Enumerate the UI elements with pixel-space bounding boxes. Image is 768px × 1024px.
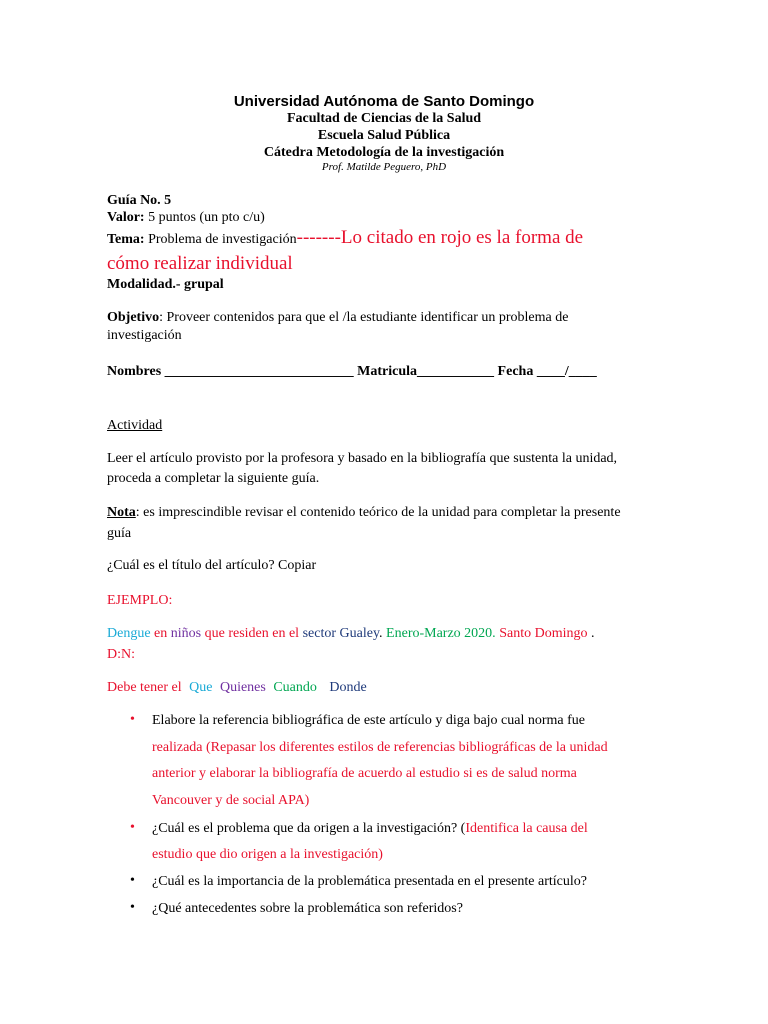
professor-name: Prof. Matilde Peguero, PhD	[321, 161, 447, 173]
activity-title: Actividad	[107, 418, 163, 433]
modalidad: Modalidad.- grupal	[107, 277, 224, 292]
bullet-dot: •	[130, 900, 135, 915]
tema-note-line2: cómo realizar individual	[107, 253, 293, 274]
nota-line1	[107, 505, 621, 521]
example-donde: Santo Domingo	[495, 626, 588, 641]
school-title: Escuela Salud Pública	[317, 128, 451, 143]
bullet-dot: •	[130, 873, 135, 888]
objetivo-line1	[107, 310, 568, 326]
nombres-line: Nombres ___________________________ Matricula___________ Fecha ____/____	[107, 364, 597, 379]
activity-line2: proceda a completar la siguiente guía.	[107, 471, 320, 486]
objetivo-label: Objetivo	[107, 310, 160, 325]
example-gualey: Gualey	[336, 626, 380, 641]
chair-title: Cátedra Metodología de la investigación	[263, 145, 505, 160]
valor-value: 5 puntos (un pto c/u)	[144, 210, 265, 225]
debe-label: Debe tener el	[107, 680, 182, 695]
bullet2-main: ¿Cuál es el problema que da origen a la investigación? (	[152, 821, 466, 836]
debe-tener-line	[107, 680, 367, 696]
objetivo-line2: investigación	[107, 328, 182, 343]
question-title: ¿Cuál es el título del artículo? Copiar	[107, 558, 317, 573]
faculty-title: Facultad de Ciencias de la Salud	[286, 111, 482, 126]
tema-line	[107, 228, 583, 249]
example-residen: que residen en el	[201, 626, 303, 641]
example-en: en	[150, 626, 171, 641]
debe-quienes: Quienes	[219, 680, 266, 695]
bullet2-red1: Identifica la causa del	[465, 821, 588, 836]
example-title	[107, 626, 594, 642]
tema-note-line1: -------Lo citado en rojo es la forma de	[296, 227, 584, 248]
debe-que: Que	[189, 680, 213, 695]
objetivo-text: : Proveer contenidos para que el /la estudiante identificar un problema de	[159, 310, 569, 325]
tema-value: Problema de investigación	[144, 232, 297, 247]
bullet-dot: •	[130, 712, 135, 727]
nota-text: : es imprescindible revisar el contenido teórico de la unidad para completar la presente	[135, 505, 621, 520]
debe-cuando: Cuando	[273, 680, 317, 695]
example-dot2: .	[587, 626, 595, 641]
ejemplo-label: EJEMPLO:	[107, 593, 173, 608]
bullet1-line2: realizada (Repasar los diferentes estilos de referencias bibliográficas de la unidad	[152, 740, 608, 755]
guide-number: Guía No. 5	[107, 193, 172, 208]
example-quienes: niños	[170, 626, 202, 641]
activity-line1: Leer el artículo provisto por la profesora y basado en la bibliografía que sustenta la unidad,	[107, 451, 618, 466]
bullet3: ¿Cuál es la importancia de la problemática presentada en el presente artículo?	[152, 874, 587, 889]
bullet1-line4: Vancouver y de social APA)	[152, 793, 310, 808]
example-que: Dengue	[107, 626, 151, 641]
tema-label: Tema:	[107, 232, 145, 247]
example-cuando: Enero-Marzo 2020.	[382, 626, 496, 641]
bullet1-line3: anterior y elaborar la bibliografía de acuerdo al estudio si es de salud norma	[152, 766, 577, 781]
bullet4: ¿Qué antecedentes sobre la problemática son referidos?	[152, 901, 463, 916]
nota-label: Nota	[107, 505, 136, 520]
valor-label: Valor:	[107, 210, 145, 225]
bullet-dot: •	[130, 820, 135, 835]
bullet2-line1	[152, 821, 588, 837]
debe-donde: Donde	[329, 680, 367, 695]
valor-line	[107, 210, 265, 226]
bullet2-line2: estudio que dio origen a la investigación)	[152, 847, 383, 862]
example-dot: .	[379, 626, 383, 641]
nota-line2: guía	[107, 526, 132, 541]
university-title: Universidad Autónoma de Santo Domingo	[233, 93, 535, 110]
example-sector: sector	[302, 626, 337, 641]
bullet1-line1: Elabore la referencia bibliográfica de este artículo y diga bajo cual norma fue	[152, 713, 586, 728]
example-dn: D:N:	[107, 647, 135, 662]
